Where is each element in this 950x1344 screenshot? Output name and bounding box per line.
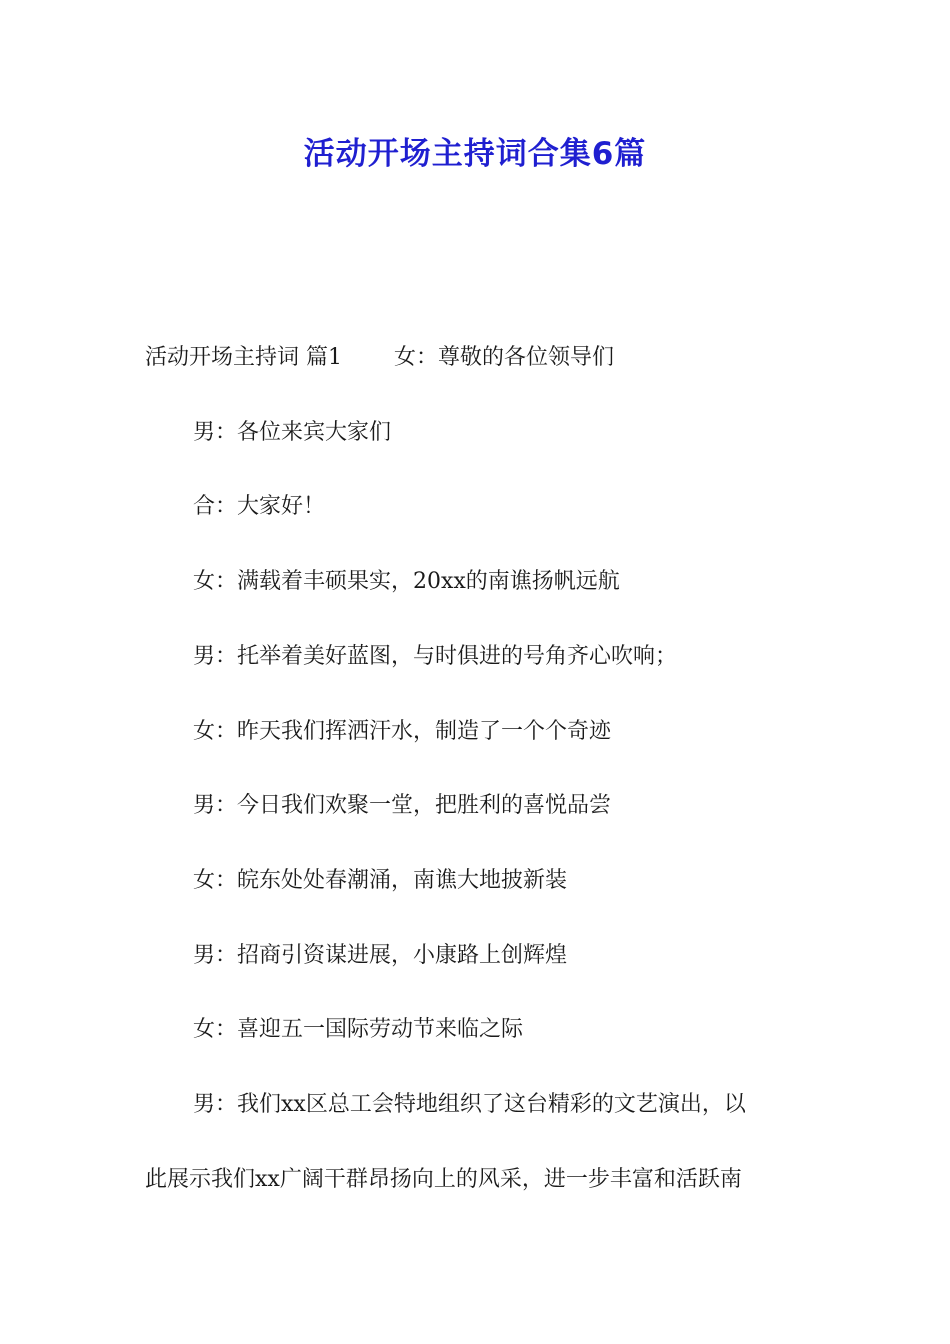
speech-line: 男：托举着美好蓝图，与时俱进的号角齐心吹响； (193, 644, 678, 669)
page-title: 活动开场主持词合集6篇 (303, 136, 647, 172)
speech-line: 合：大家好！ (193, 494, 326, 519)
speech-line: 男：招商引资谋进展，小康路上创辉煌 (193, 943, 568, 968)
speech-line: 女：尊敬的各位领导们 (394, 345, 615, 370)
speech-line: 女：喜迎五一国际劳动节来临之际 (193, 1017, 524, 1042)
speech-line: 女：满载着丰硕果实，20xx的南谯扬帆远航 (193, 569, 620, 594)
speech-line: 男：今日我们欢聚一堂，把胜利的喜悦品尝 (193, 793, 612, 818)
paragraph-line: 此展示我们xx广阔干群昂扬向上的风采，进一步丰富和活跃南 (145, 1167, 742, 1192)
paragraph-line: 男：我们xx区总工会特地组织了这台精彩的文艺演出，以 (193, 1092, 746, 1117)
section-heading: 活动开场主持词 篇1 (145, 345, 342, 370)
speech-line: 女：皖东处处春潮涌，南谯大地披新装 (193, 868, 568, 893)
speech-line: 男：各位来宾大家们 (193, 420, 392, 445)
speech-line: 女：昨天我们挥洒汗水，制造了一个个奇迹 (193, 719, 612, 744)
first-line (145, 343, 614, 373)
